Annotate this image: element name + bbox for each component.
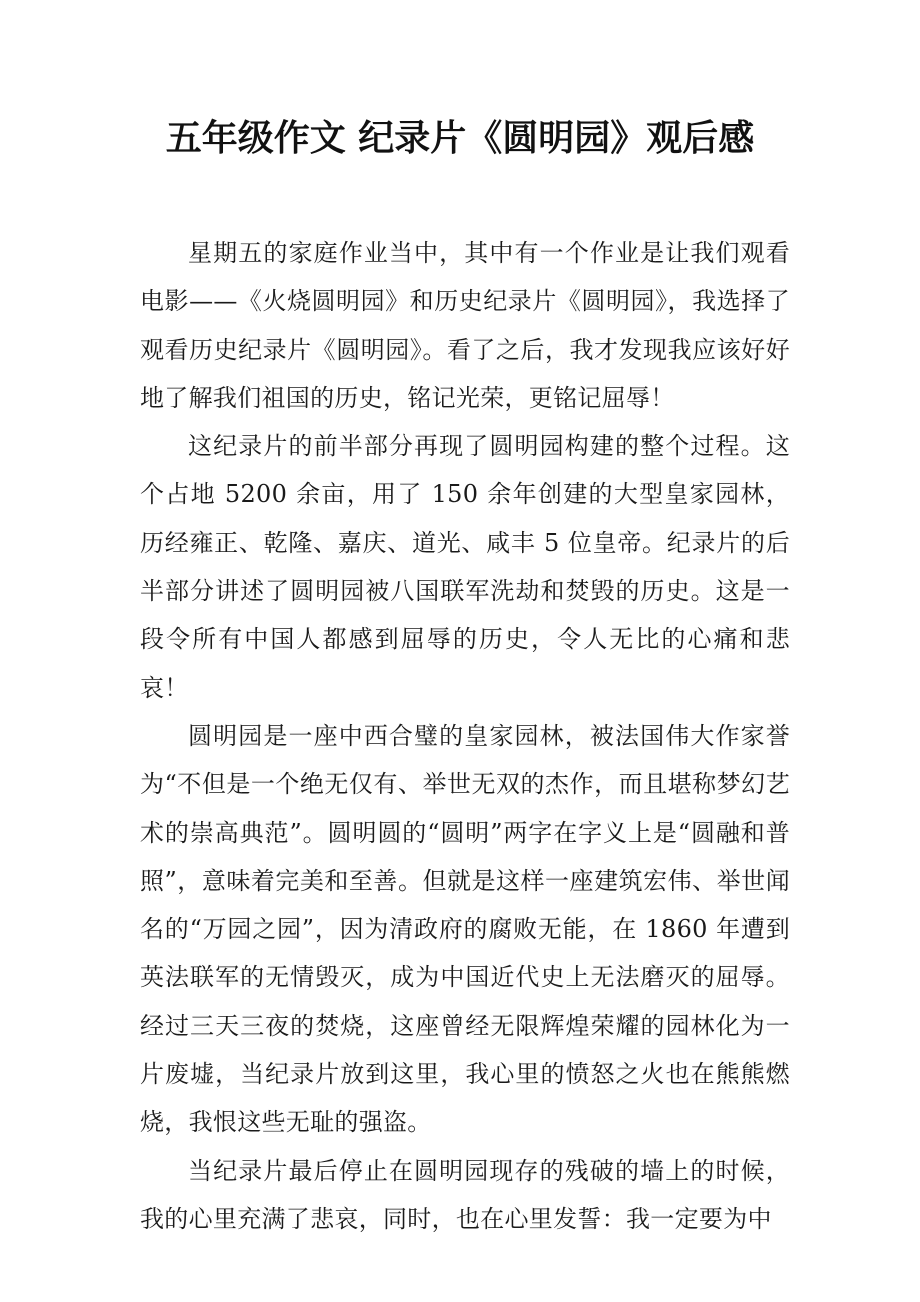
document-title: 五年级作文 纪录片《圆明园》观后感: [165, 117, 755, 159]
paragraph-2: 这纪录片的前半部分再现了圆明园构建的整个过程。这个占地 5200 余亩，用了 150 余年创建的大型皇家园林，历经雍正、乾隆、嘉庆、道光、咸丰 5 位皇帝。纪录片的后半部分讲述了圆明园被八国联军洗劫和焚毁的历史。这是一段令所有中国人都感到屈辱的历史，令人无比的心痛和悲哀！: [140, 432, 790, 702]
document-body: [140, 229, 790, 1243]
paragraph-4: 当纪录片最后停止在圆明园现存的残破的墙上的时候，我的心里充满了悲哀，同时，也在心里发誓：我一定要为中: [140, 1156, 790, 1233]
paragraph-1: 星期五的家庭作业当中，其中有一个作业是让我们观看电影——《火烧圆明园》和历史纪录片《圆明园》，我选择了观看历史纪录片《圆明园》。看了之后，我才发现我应该好好地了解我们祖国的历史，铭记光荣，更铭记屈辱！: [140, 239, 790, 412]
paragraph-3: 圆明园是一座中西合璧的皇家园林，被法国伟大作家誉为“不但是一个绝无仅有、举世无双的杰作，而且堪称梦幻艺术的崇高典范”。圆明圆的“圆明”两字在字义上是“圆融和普照”，意味着完美和至善。但就是这样一座建筑宏伟、举世闻名的“万园之园”，因为清政府的腐败无能，在 1860 年遭到英法联军的无情毁灭，成为中国近代史上无法磨灭的屈辱。经过三天三夜的焚烧，这座曾经无限辉煌荣耀的园林化为一片废墟，当纪录片放到这里，我心里的愤怒之火也在熊熊燃烧，我恨这些无耻的强盗。: [140, 721, 790, 1137]
